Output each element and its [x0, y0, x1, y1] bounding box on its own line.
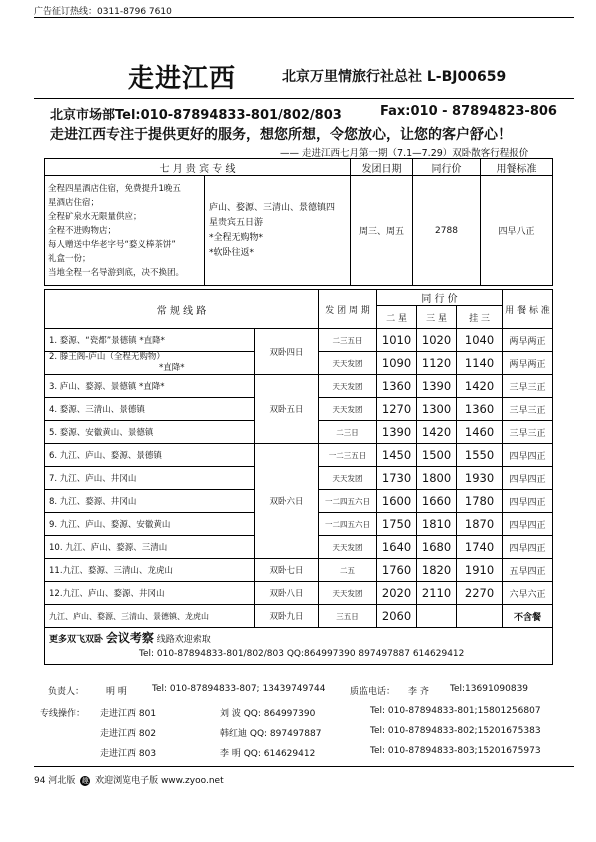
page-footer: [34, 773, 224, 786]
table-row: 8. 九江、婺源、井冈山 一二四五六日 1600 1660 1780 四早四正: [45, 490, 553, 513]
vip-header-meal: 用餐标准: [481, 159, 553, 176]
table-row: 10. 九江、庐山、婺源、三清山 天天发团 1640 1680 1740 四早四正: [45, 536, 553, 559]
ops-row-801: 专线操作： 走进江西 801 刘 波 QQ: 864997390 Tel: 010-87894833-801;15801256807: [40, 706, 541, 719]
header-route: 常 规 线 路: [45, 290, 319, 329]
group-4day: 双卧四日: [255, 329, 319, 375]
header-meal: 用 餐 标 准: [503, 290, 553, 329]
vip-date: 周三、周五: [351, 176, 413, 286]
header-gua-three: 挂 三: [457, 306, 503, 329]
page-number: 94 河北版: [34, 776, 76, 786]
table-row: 9. 九江、庐山、婺源、安徽黄山 一二四五六日 1750 1810 1870 四早四正: [45, 513, 553, 536]
header-price: 同 行 价: [377, 290, 503, 306]
table-row: 11.九江、婺源、三清山、龙虎山 双卧七日 二五 1760 1820 1910 五早四正: [45, 559, 553, 582]
vip-route-table: [44, 158, 553, 286]
slogan: 走进江西专注于提供更好的服务，想您所想，令您放心，让您的客户舒心！: [50, 127, 512, 143]
table-row: 2. 滕王阁-庐山（全程无购物） *直降* 天天发团 1090 1120 1140 两早两正: [45, 352, 553, 375]
table-row: 4. 婺源、三清山、景德镇 天天发团 1270 1300 1360 三早三正: [45, 398, 553, 421]
table-row: 3. 庐山、婺源、景德镇 *直降* 双卧五日 天天发团 1360 1390 1420 三早三正: [45, 375, 553, 398]
header-two-star: 二 星: [377, 306, 417, 329]
office-tel: 北京市场部Tel:010-87894833-801/802/803: [50, 108, 342, 123]
ad-hotline: 广告征订热线：0311-8796 7610: [34, 7, 172, 17]
header-schedule: 发 团 周 期: [319, 290, 377, 329]
manager-row: 负责人： 明 明 Tel: 010-87894833-807; 13439749744 质监电话： 李 齐 Tel:13691090839: [48, 684, 529, 697]
table-row: 1. 婺源、“瓷都”景德镇 *直降* 双卧四日 二三五日 1010 1020 1040 两早两正: [45, 329, 553, 352]
vip-route-name: 庐山、婺源、三清山、景德镇四 星贵宾五日游 *全程无购物* *软卧往返*: [205, 176, 351, 286]
group-5day: 双卧五日: [255, 375, 319, 444]
footer-divider: [34, 766, 574, 767]
logo-icon: 趣: [81, 776, 89, 785]
group-9day: 双卧九日: [255, 605, 319, 628]
office-fax: Fax:010 - 87894823-806: [380, 104, 557, 119]
office-contact: [50, 104, 557, 123]
table-row: 5. 婺源、安徽黄山、景德镇 二三日 1390 1420 1460 三早三正: [45, 421, 553, 444]
website: 欢迎浏览电子版 www.zyoo.net: [95, 776, 224, 786]
brand-title: 走进江西: [128, 64, 237, 94]
regular-routes-table: [44, 289, 553, 665]
table-row: 12.九江、庐山、婺源、井冈山 双卧八日 天天发团 2020 2110 2270 六早六正: [45, 582, 553, 605]
header-three-star: 三 星: [417, 306, 457, 329]
vip-header-route: 七 月 贵 宾 专 线: [45, 159, 351, 176]
vip-meal: 四早八正: [481, 176, 553, 286]
title-divider: [34, 98, 574, 99]
group-8day: 双卧八日: [255, 582, 319, 605]
table-row: 7. 九江、庐山、井冈山 天天发团 1730 1800 1930 四早四正: [45, 467, 553, 490]
issue-subtitle: —— 走进江西七月第一期（7.1—7.29）双卧散客行程报价: [280, 148, 529, 159]
vip-description: 全程四星酒店住宿，免费提升1晚五 星酒店住宿； 全程矿泉水无限量供应； 全程不进购物店； 每人赠送中华老字号“婺义棒茶饼” 礼盒一份； 当地全程一名导游到底，决不换团。: [45, 176, 205, 286]
table-row: 九江、庐山、婺源、三清山、景德镇、龙虎山 双卧九日 三五日 2060 不含餐: [45, 605, 553, 628]
table-row: 6. 九江、庐山、婺源、景德镇 双卧六日 一二三五日 1450 1500 1550 四早四正: [45, 444, 553, 467]
top-divider: [34, 17, 574, 18]
vip-price: 2788: [413, 176, 481, 286]
vip-header-date: 发团日期: [351, 159, 413, 176]
more-routes-note: 更多双飞双卧 会议考察 线路欢迎索取 Tel: 010-87894833-801/802/803 QQ:864997390 897497887 614629412: [45, 628, 553, 665]
group-7day: 双卧七日: [255, 559, 319, 582]
ops-row-802: 走进江西 802 韩红迪 QQ: 897497887 Tel: 010-87894833-802;15201675383: [100, 726, 541, 739]
agency-name: 北京万里情旅行社总社 L-BJ00659: [282, 69, 507, 85]
more-routes-contact: Tel: 010-87894833-801/802/803 QQ:864997390 897497887 614629412: [139, 649, 465, 659]
title-row: [34, 58, 574, 94]
ops-row-803: 走进江西 803 李 明 QQ: 614629412 Tel: 010-87894833-803;15201675973: [100, 746, 541, 759]
vip-header-price: 同行价: [413, 159, 481, 176]
group-6day: 双卧六日: [255, 444, 319, 559]
